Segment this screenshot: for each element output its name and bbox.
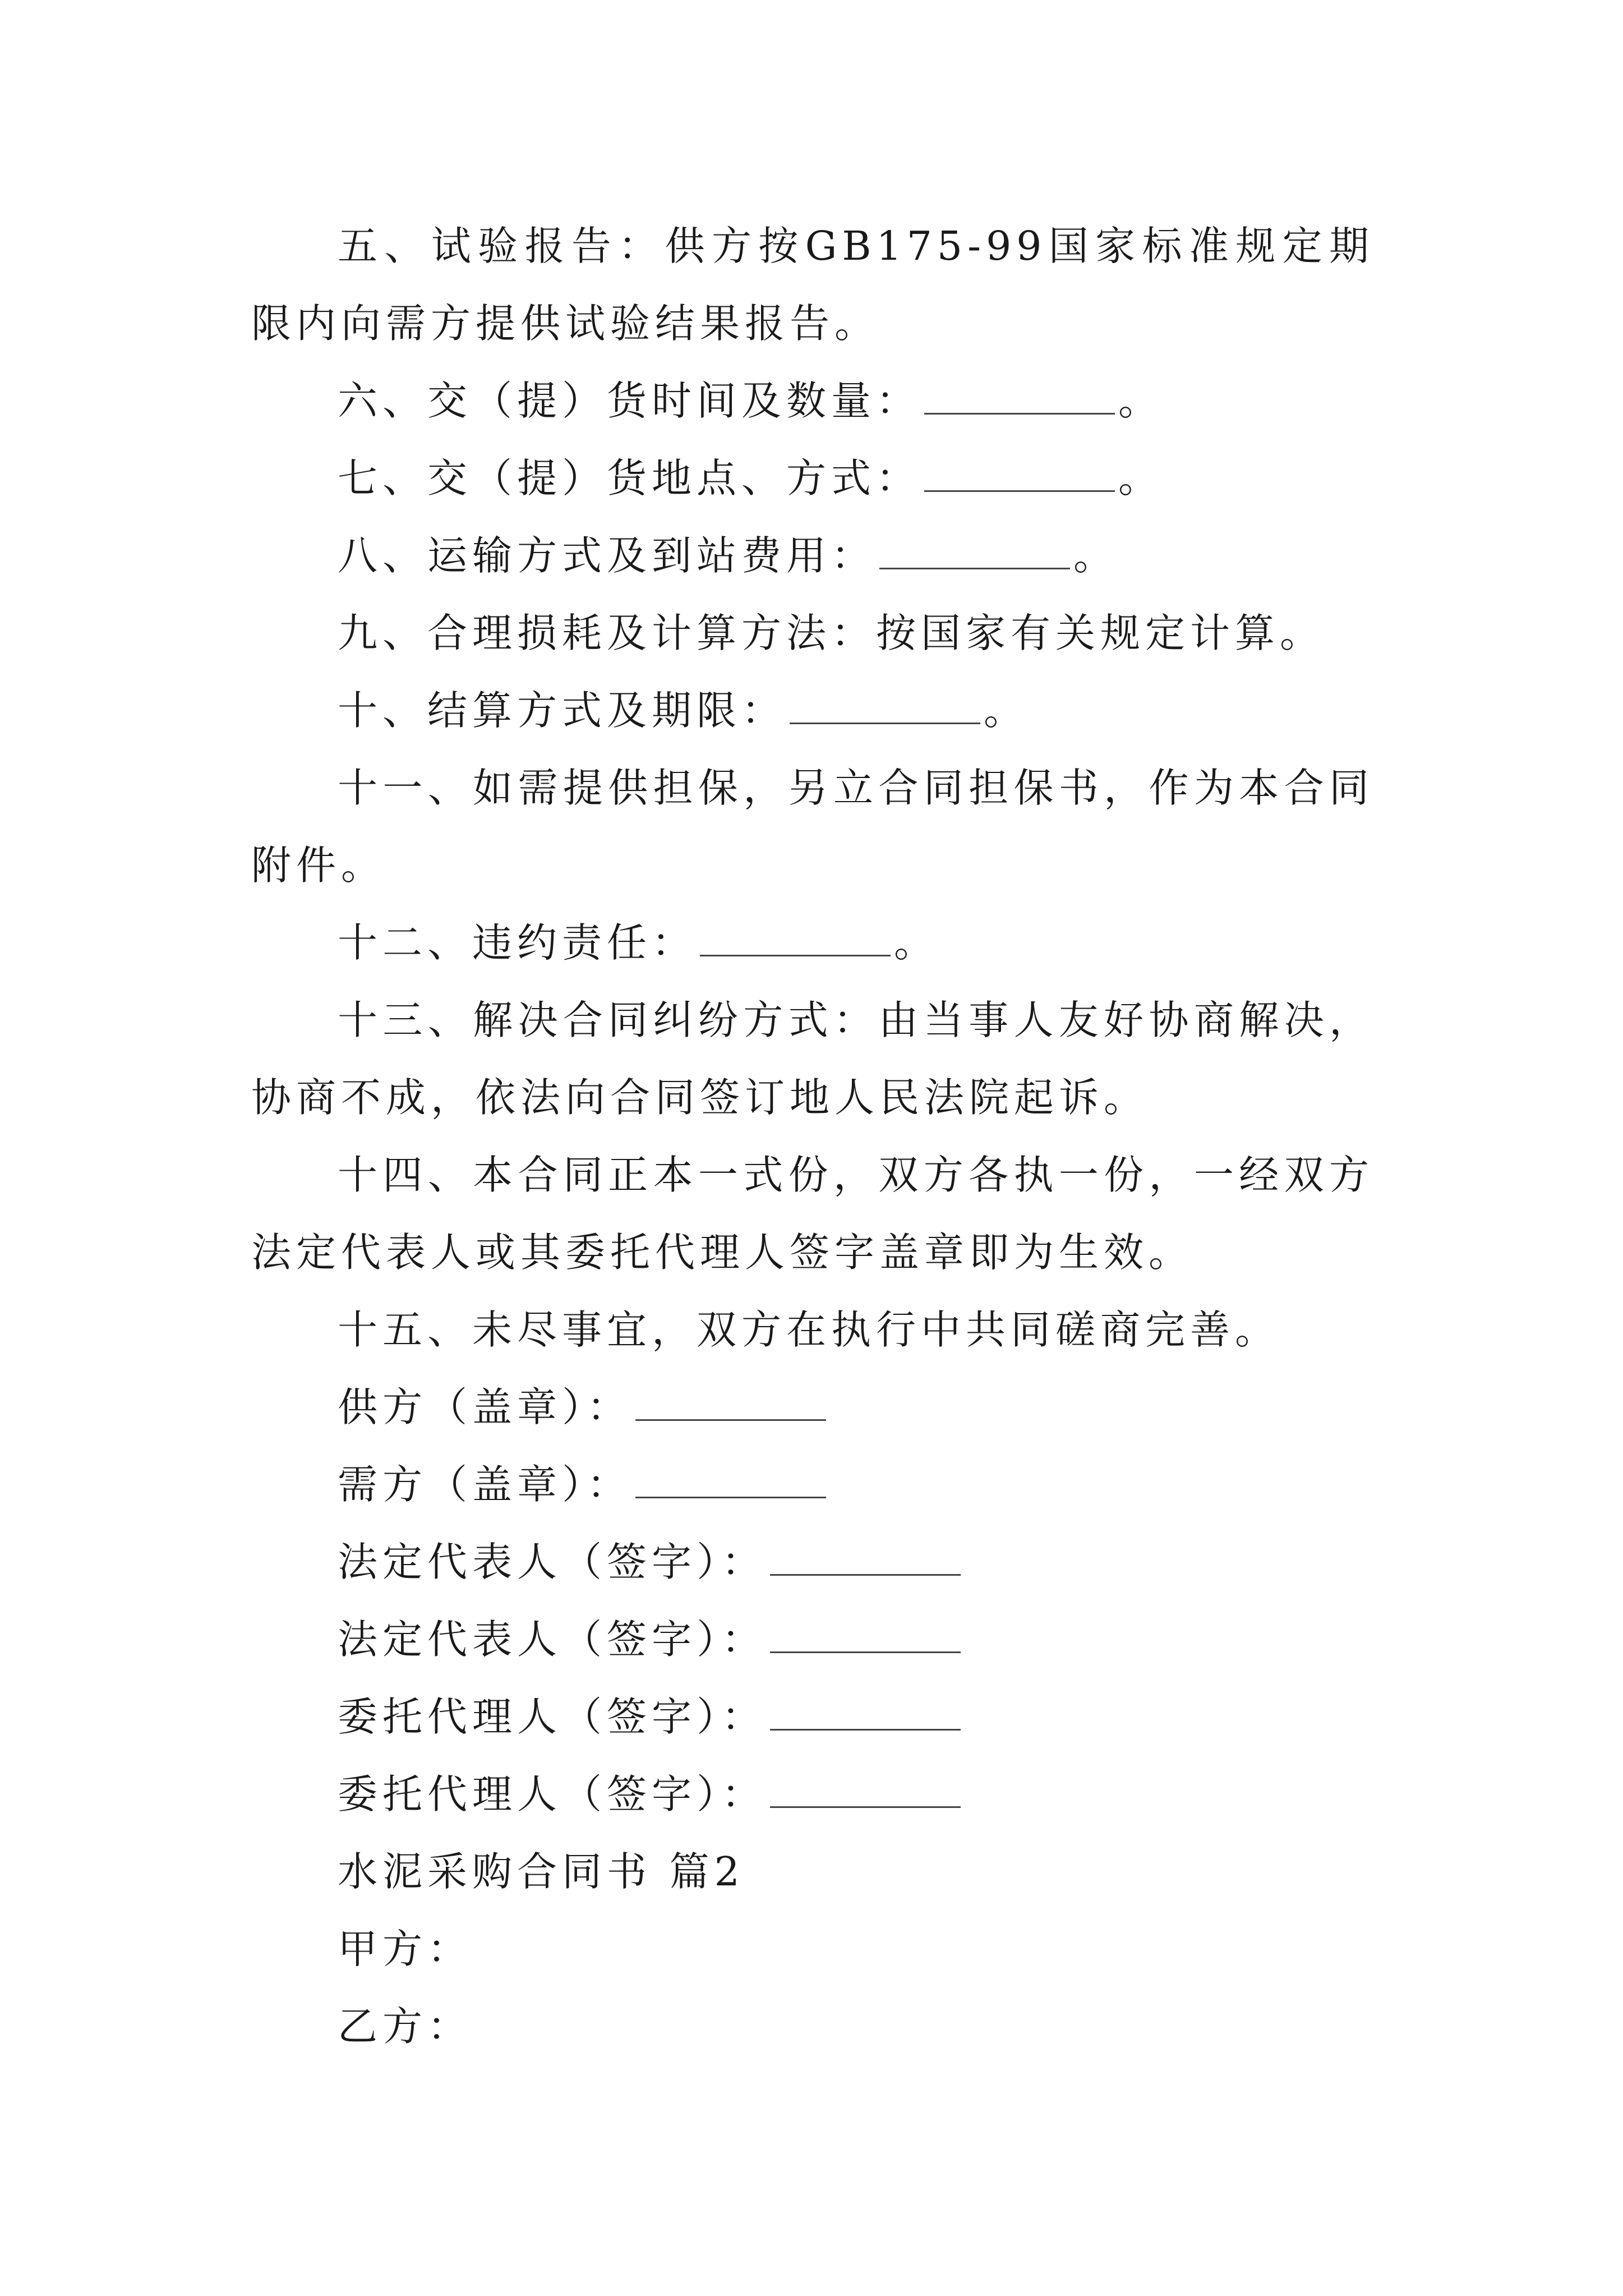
clause-12 [251, 904, 1374, 982]
clause-15 [251, 1291, 1374, 1369]
clause-10-blank [790, 679, 980, 724]
section-title [251, 1833, 1374, 1911]
signature-legal-rep-1-blank [770, 1530, 961, 1576]
clause-5-text: 五、试验报告：供方按GB175-99国家标准规定期限内向需方提供试验结果报告。 [251, 223, 1374, 347]
clause-8 [251, 517, 1374, 595]
clause-11 [251, 749, 1374, 904]
signature-buyer-blank [635, 1453, 826, 1498]
signature-legal-rep-1-label: 法定代表人（签字）： [338, 1539, 767, 1585]
clause-12-label: 十二、违约责任： [338, 919, 697, 966]
signature-buyer [251, 1446, 1374, 1524]
clause-6-blank [924, 369, 1115, 415]
signature-supplier-label: 供方（盖章）： [338, 1384, 632, 1430]
signature-agent-1-label: 委托代理人（签字）： [338, 1694, 767, 1740]
clause-8-blank [879, 524, 1070, 569]
section-title-text: 水泥采购合同书 篇2 [338, 1848, 745, 1895]
signature-legal-rep-1 [251, 1524, 1374, 1601]
clause-6-end: 。 [1118, 378, 1164, 424]
clause-10-label: 十、结算方式及期限： [338, 687, 787, 734]
clause-13-text: 十三、解决合同纠纷方式：由当事人友好协商解决，协商不成，依法向合同签订地人民法院起诉。 [251, 997, 1374, 1121]
clause-11-text: 十一、如需提供担保，另立合同担保书，作为本合同附件。 [251, 765, 1374, 889]
party-b-label: 乙方： [338, 2003, 473, 2050]
clause-7 [251, 440, 1374, 517]
signature-legal-rep-2 [251, 1601, 1374, 1678]
clause-7-label: 七、交（提）货地点、方式： [338, 455, 921, 501]
signature-supplier-blank [635, 1375, 826, 1421]
clause-6 [251, 362, 1374, 440]
signature-supplier [251, 1369, 1374, 1446]
signature-agent-2-label: 委托代理人（签字）： [338, 1771, 767, 1818]
clause-9 [251, 595, 1374, 672]
party-a-label: 甲方： [338, 1926, 473, 1972]
clause-8-label: 八、运输方式及到站费用： [338, 532, 877, 579]
clause-7-blank [924, 447, 1115, 492]
clause-8-end: 。 [1073, 532, 1119, 579]
clause-10-end: 。 [984, 687, 1029, 734]
signature-agent-1-blank [770, 1685, 961, 1731]
document-body [251, 208, 1374, 2065]
clause-9-text: 九、合理损耗及计算方法：按国家有关规定计算。 [338, 610, 1325, 656]
signature-buyer-label: 需方（盖章）： [338, 1461, 632, 1508]
signature-legal-rep-2-label: 法定代表人（签字）： [338, 1616, 767, 1663]
clause-10 [251, 672, 1374, 749]
clause-13 [251, 982, 1374, 1137]
signature-agent-1 [251, 1678, 1374, 1756]
clause-14-text: 十四、本合同正本一式份，双方各执一份，一经双方法定代表人或其委托代理人签字盖章即为生效。 [251, 1152, 1374, 1276]
clause-14 [251, 1137, 1374, 1291]
clause-12-end: 。 [894, 919, 939, 966]
signature-agent-2 [251, 1756, 1374, 1833]
clause-5 [251, 208, 1374, 362]
party-b [251, 1988, 1374, 2065]
signature-agent-2-blank [770, 1763, 961, 1808]
clause-6-label: 六、交（提）货时间及数量： [338, 378, 921, 424]
party-a [251, 1911, 1374, 1988]
clause-15-text: 十五、未尽事宜，双方在执行中共同磋商完善。 [338, 1306, 1280, 1353]
signature-legal-rep-2-blank [770, 1608, 961, 1653]
clause-7-end: 。 [1118, 455, 1164, 501]
clause-12-blank [700, 911, 891, 956]
